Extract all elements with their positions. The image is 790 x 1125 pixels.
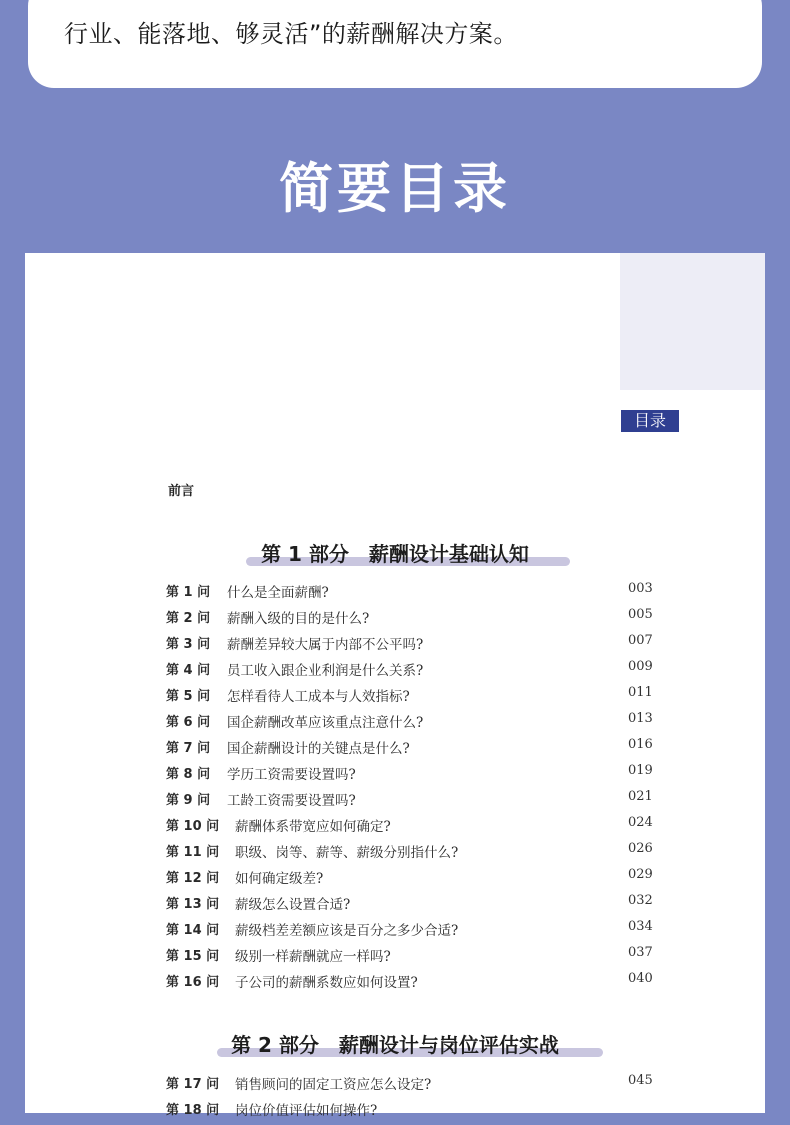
question-number: 第 4 问 (166, 663, 211, 678)
question-title: 薪酬入级的目的是什么? (227, 611, 370, 627)
intro-card (28, 0, 762, 88)
question-title: 职级、岗等、薪等、薪级分别指什么? (235, 845, 459, 861)
question-number: 第 2 问 (166, 611, 211, 626)
page-number: 003 (628, 581, 653, 596)
question-title: 薪级怎么设置合适? (235, 897, 351, 913)
toc-row (25, 893, 765, 919)
part-1-title (25, 538, 765, 578)
question-number: 第 15 问 (166, 949, 220, 964)
question-title: 级别一样薪酬就应一样吗? (235, 949, 391, 965)
section-heading: 简要目录 (279, 157, 511, 220)
toc-row (25, 971, 765, 997)
question-number: 第 14 问 (166, 923, 220, 938)
question-title: 工龄工资需要设置吗? (227, 793, 356, 809)
page-number: 026 (628, 841, 653, 856)
toc-row (25, 867, 765, 893)
page-number: 034 (628, 919, 653, 934)
toc-row (25, 945, 765, 971)
part-1-title-text: 第 1 部分 薪酬设计基础认知 (261, 542, 529, 566)
question-title: 薪酬差异较大属于内部不公平吗? (227, 637, 424, 653)
toc-row (25, 581, 765, 607)
toc-row (25, 1099, 765, 1125)
question-title: 子公司的薪酬系数应如何设置? (235, 975, 418, 991)
question-number: 第 17 问 (166, 1077, 220, 1092)
question-title: 岗位价值评估如何操作? (235, 1103, 378, 1119)
page-number: 013 (628, 711, 653, 726)
page-number: 021 (628, 789, 653, 804)
question-number: 第 18 问 (166, 1103, 220, 1118)
toc-row (25, 1073, 765, 1099)
toc-row (25, 841, 765, 867)
page-corner-tab (620, 253, 765, 390)
toc-row (25, 919, 765, 945)
page-number: 045 (628, 1073, 653, 1088)
page-number: 011 (628, 685, 653, 700)
toc-row (25, 789, 765, 815)
question-title: 薪酬体系带宽应如何确定? (235, 819, 391, 835)
question-title: 什么是全面薪酬? (227, 585, 329, 601)
question-title: 如何确定级差? (235, 871, 324, 887)
page-number: 007 (628, 633, 653, 648)
question-title: 学历工资需要设置吗? (227, 767, 356, 783)
question-number: 第 9 问 (166, 793, 211, 808)
question-number: 第 6 问 (166, 715, 211, 730)
question-number: 第 12 问 (166, 871, 220, 886)
part-2-title (25, 1029, 765, 1069)
question-title: 员工收入跟企业利润是什么关系? (227, 663, 424, 679)
page-number: 005 (628, 607, 653, 622)
toc-row (25, 815, 765, 841)
question-number: 第 5 问 (166, 689, 211, 704)
toc-row (25, 685, 765, 711)
question-title: 薪级档差差额应该是百分之多少合适? (235, 923, 459, 939)
page-number: 032 (628, 893, 653, 908)
question-number: 第 10 问 (166, 819, 220, 834)
intro-text: 行业、能落地、够灵活”的薪酬解决方案。 (64, 20, 518, 48)
toc-row (25, 633, 765, 659)
page-number: 029 (628, 867, 653, 882)
question-title: 怎样看待人工成本与人效指标? (227, 689, 410, 705)
question-title: 销售顾问的固定工资应怎么设定? (235, 1077, 432, 1093)
page-number: 009 (628, 659, 653, 674)
toc-label: 目录 (621, 410, 679, 432)
toc-row (25, 711, 765, 737)
toc-row (25, 763, 765, 789)
preface-entry: 前言 (168, 484, 195, 499)
toc-row (25, 659, 765, 685)
question-title: 国企薪酬改革应该重点注意什么? (227, 715, 424, 731)
part-2-title-text: 第 2 部分 薪酬设计与岗位评估实战 (231, 1033, 559, 1057)
page-number: 024 (628, 815, 653, 830)
question-number: 第 1 问 (166, 585, 211, 600)
page-number: 016 (628, 737, 653, 752)
question-number: 第 13 问 (166, 897, 220, 912)
toc-row (25, 607, 765, 633)
question-number: 第 8 问 (166, 767, 211, 782)
question-number: 第 11 问 (166, 845, 220, 860)
toc-row (25, 737, 765, 763)
page-number: 037 (628, 945, 653, 960)
question-number: 第 7 问 (166, 741, 211, 756)
question-number: 第 3 问 (166, 637, 211, 652)
book-page (25, 253, 765, 1119)
page-number: 019 (628, 763, 653, 778)
question-title: 国企薪酬设计的关键点是什么? (227, 741, 410, 757)
question-number: 第 16 问 (166, 975, 220, 990)
page-number: 040 (628, 971, 653, 986)
